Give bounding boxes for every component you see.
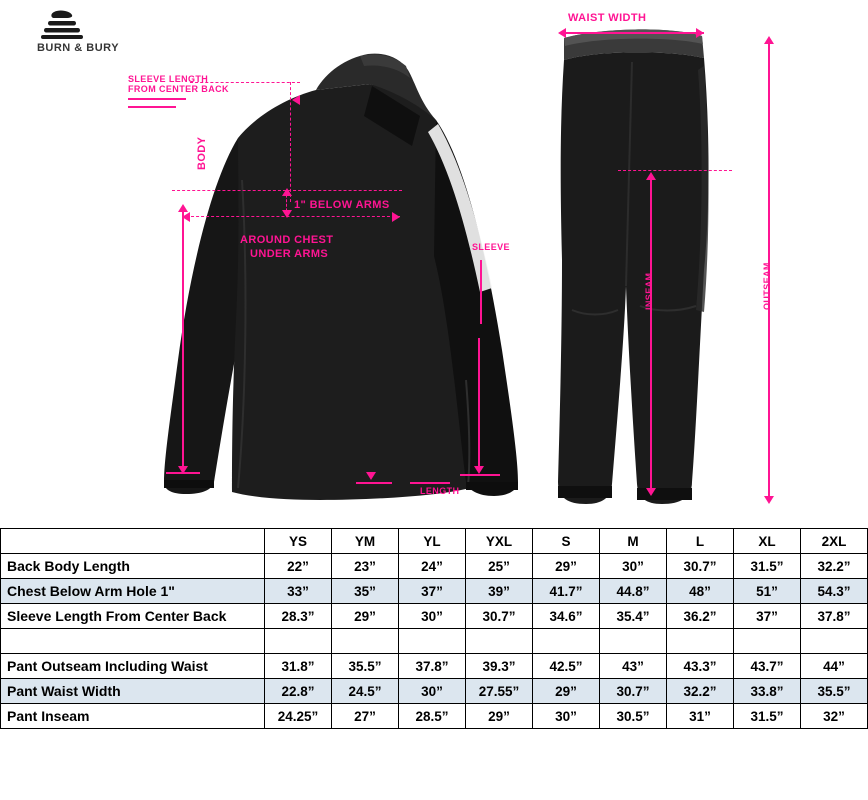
table-cell: 30.5” <box>600 704 667 729</box>
body-length-arrow-up <box>178 204 188 212</box>
outseam-arrow-down <box>764 496 774 504</box>
table-body <box>1 554 868 729</box>
table-cell: 48” <box>667 579 734 604</box>
table-cell: 30” <box>399 679 466 704</box>
table-cell: 37.8” <box>801 604 868 629</box>
table-cell: 43.7” <box>734 654 801 679</box>
body-length-measure-line <box>182 210 184 468</box>
table-row-label: Pant Inseam <box>1 704 265 729</box>
table-cell: 42.5” <box>533 654 600 679</box>
table-cell: 37” <box>734 604 801 629</box>
table-cell: 39” <box>466 579 533 604</box>
waist-arrow-left <box>558 28 566 38</box>
table-row <box>1 604 868 629</box>
table-cell: 29” <box>533 679 600 704</box>
table-cell: 30.7” <box>600 679 667 704</box>
hem-arrow-left <box>366 472 376 480</box>
table-cell: 29” <box>332 604 399 629</box>
table-header-cell-yl: YL <box>399 529 466 554</box>
table-row <box>1 554 868 579</box>
table-spacer-cell <box>332 629 399 654</box>
table-cell: 24” <box>399 554 466 579</box>
table-row-label: Sleeve Length From Center Back <box>1 604 265 629</box>
table-cell: 44” <box>801 654 868 679</box>
table-row <box>1 579 868 604</box>
hem-tick-left <box>356 482 392 484</box>
table-row-label: Pant Waist Width <box>1 679 265 704</box>
shoulder-top-dashed-line <box>190 82 300 83</box>
table-cell: 35.4” <box>600 604 667 629</box>
sleeve-measure-line <box>478 338 480 468</box>
table-cell: 35.5” <box>801 679 868 704</box>
table-header-cell-ym: YM <box>332 529 399 554</box>
table-cell: 35” <box>332 579 399 604</box>
pants-illustration <box>520 10 790 522</box>
annotation-length: LENGTH <box>420 486 460 496</box>
table-cell: 30” <box>533 704 600 729</box>
inseam-measure-line <box>650 178 652 494</box>
table-row-label: Pant Outseam Including Waist <box>1 654 265 679</box>
table-cell: 44.8” <box>600 579 667 604</box>
annotation-sleeve-length: SLEEVE LENGTH FROM CENTER BACK <box>128 74 229 94</box>
table-cell: 31” <box>667 704 734 729</box>
table-cell: 36.2” <box>667 604 734 629</box>
table-cell: 22.8” <box>265 679 332 704</box>
table-header-cell-0 <box>1 529 265 554</box>
table-cell: 43” <box>600 654 667 679</box>
table-cell: 32.2” <box>801 554 868 579</box>
inseam-arrow-down <box>646 488 656 496</box>
table-header-cell-yxl: YXL <box>466 529 533 554</box>
table-cell: 30.7” <box>667 554 734 579</box>
table-cell: 27” <box>332 704 399 729</box>
annotation-inseam: INSEAM <box>644 272 654 310</box>
table-cell: 33.8” <box>734 679 801 704</box>
annotation-below-arms: 1" BELOW ARMS <box>294 199 390 211</box>
table-cell: 31.5” <box>734 554 801 579</box>
jacket-illustration <box>120 20 520 520</box>
table-header-cell-l: L <box>667 529 734 554</box>
table-row-label: Chest Below Arm Hole 1" <box>1 579 265 604</box>
waist-width-line <box>564 32 704 34</box>
table-row <box>1 679 868 704</box>
table-cell: 24.5” <box>332 679 399 704</box>
annotation-sleeve-short: SLEEVE <box>472 242 510 252</box>
collar-arrow-left <box>292 95 300 105</box>
table-spacer-cell <box>801 629 868 654</box>
table-cell: 39.3” <box>466 654 533 679</box>
table-cell: 28.3” <box>265 604 332 629</box>
table-row <box>1 654 868 679</box>
stacked-bars-logo-mark-icon <box>40 10 84 40</box>
table-cell: 51” <box>734 579 801 604</box>
table-header-cell-2xl: 2XL <box>801 529 868 554</box>
sleeve-length-rule <box>128 98 186 100</box>
chest-arrow-right <box>392 212 400 222</box>
table-spacer-cell <box>734 629 801 654</box>
table-spacer-row <box>1 629 868 654</box>
table-cell: 24.25” <box>265 704 332 729</box>
below-arms-arrow-up <box>282 188 292 196</box>
inseam-arrow-up <box>646 172 656 180</box>
sleeve-measure-arrow-down <box>474 466 484 474</box>
sleeve-short-line <box>480 260 482 324</box>
table-header-cell-s: S <box>533 529 600 554</box>
table-cell: 29” <box>466 704 533 729</box>
table-cell: 34.6” <box>533 604 600 629</box>
table-cell: 54.3” <box>801 579 868 604</box>
table-spacer-cell <box>265 629 332 654</box>
table-row-label: Back Body Length <box>1 554 265 579</box>
chest-dashed-line <box>186 216 400 217</box>
table-cell: 31.8” <box>265 654 332 679</box>
brand-name: BURN & BURY <box>36 42 120 54</box>
table-cell: 35.5” <box>332 654 399 679</box>
table-spacer-cell <box>600 629 667 654</box>
jacket-svg <box>120 20 520 520</box>
size-chart-table-wrap <box>0 528 851 800</box>
center-back-dashed-line <box>290 82 291 202</box>
sleeve-measure-tick <box>460 474 500 476</box>
annotation-waist-width: WAIST WIDTH <box>568 12 647 24</box>
table-cell: 29” <box>533 554 600 579</box>
waist-arrow-right <box>696 28 704 38</box>
table-cell: 37.8” <box>399 654 466 679</box>
table-header-cell-ys: YS <box>265 529 332 554</box>
table-cell: 33” <box>265 579 332 604</box>
annotation-outseam: OUTSEAM <box>762 262 772 310</box>
table-cell: 31.5” <box>734 704 801 729</box>
table-cell: 25” <box>466 554 533 579</box>
table-cell: 30” <box>600 554 667 579</box>
annotation-under-arms: UNDER ARMS <box>250 248 329 260</box>
outseam-arrow-up <box>764 36 774 44</box>
table-spacer-cell <box>667 629 734 654</box>
table-cell: 41.7” <box>533 579 600 604</box>
table-cell: 22” <box>265 554 332 579</box>
table-spacer-cell <box>399 629 466 654</box>
table-spacer-cell <box>533 629 600 654</box>
table-cell: 28.5” <box>399 704 466 729</box>
table-cell: 37” <box>399 579 466 604</box>
body-length-bottom-tick <box>166 472 200 474</box>
table-cell: 27.55” <box>466 679 533 704</box>
sleeve-length-rule-2 <box>128 106 176 108</box>
table-cell: 32.2” <box>667 679 734 704</box>
table-row <box>1 704 868 729</box>
table-cell: 32” <box>801 704 868 729</box>
size-chart-table <box>0 528 868 729</box>
annotation-around-chest: AROUND CHEST <box>240 234 334 246</box>
table-cell: 30.7” <box>466 604 533 629</box>
table-cell: 30” <box>399 604 466 629</box>
table-header-row <box>1 529 868 554</box>
annotation-body-vertical: BODY <box>196 136 208 170</box>
table-cell: 23” <box>332 554 399 579</box>
table-spacer-cell <box>466 629 533 654</box>
table-header-cell-xl: XL <box>734 529 801 554</box>
table-header-cell-m: M <box>600 529 667 554</box>
table-cell: 43.3” <box>667 654 734 679</box>
pants-svg <box>520 10 790 522</box>
inseam-top-dashed-line <box>618 170 732 171</box>
hem-tick-right <box>410 482 450 484</box>
table-spacer-cell <box>1 629 265 654</box>
